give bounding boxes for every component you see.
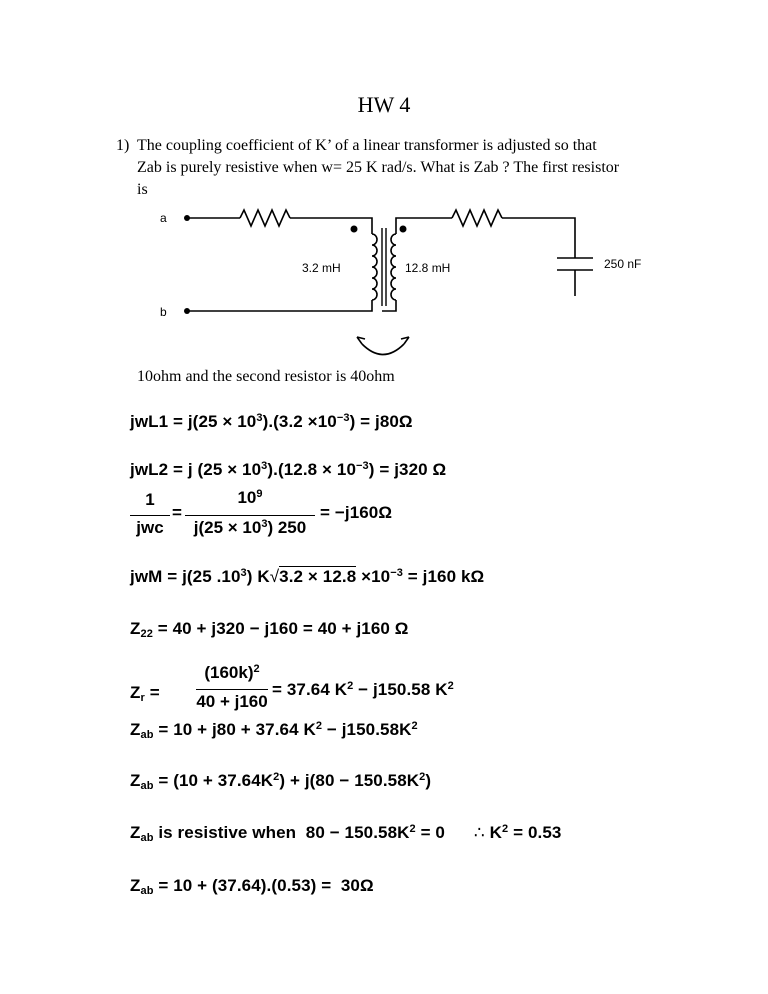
terminal-a-label: a: [160, 211, 167, 225]
problem-text-line-1: The coupling coefficient of K’ of a linear transformer is adjusted so that: [137, 137, 597, 154]
zr-denominator: 40 + j160: [196, 692, 268, 711]
primary-polarity-dot: [351, 226, 358, 233]
equation-zab-sum: $Z_{ab} = 10 + j80 + 37.64$ $K^2 - j150.58K^2$: [130, 720, 418, 741]
primary-wires: [187, 210, 372, 311]
resistor-2: [452, 210, 502, 226]
fraction-one-denominator: jwc: [136, 518, 164, 537]
equation-zab-grouped: $Z_{ab} = (10 + 37.64K^2) + j(80 - 150.58K^2)$: [130, 771, 432, 792]
fraction-one-numerator: 1: [145, 490, 155, 509]
equation-jwl1: $jwL1 = j(25 \times 10^3).(3.2 \times 10^{-3}) = j80\Omega$: [130, 412, 413, 431]
secondary-coil: [391, 234, 396, 300]
equation-zab-final: $Z_{ab} = 10 + (37.64).(0.53) = 30\Omega$: [130, 876, 374, 897]
page-title: HW 4: [357, 92, 411, 117]
circuit-diagram: [0, 200, 768, 380]
capacitor-label: 250 nF: [604, 257, 642, 271]
equation-jwl2: jwL2 = j $(25 \times 10^3).(12.8 \times 10^{-3}) = j320$ Ω: [130, 460, 447, 479]
fraction-capacitor-numerator: $10^9$: [237, 488, 263, 507]
fraction-capacitor-denominator: $j(25 \times 10^3)$ 250: [193, 518, 307, 537]
transformer-core: [382, 228, 386, 306]
zr-result: = 37.64 $K^2 - j150.58$ $K^2$: [272, 680, 454, 699]
equation-jwm: jwM = j(25 $.10^3$) $K√3.2 \times 12.8 \times 10^{-3} = j160$ kΩ: [130, 567, 485, 586]
secondary-polarity-dot: [400, 226, 407, 233]
problem-number: 1): [116, 137, 130, 154]
equation-resistive-condition: $Z_{ab}$ is resistive when $80 - 150.58K^2 = 0$ ∴ $K^2 = 0.53$: [130, 823, 562, 844]
problem-text-line-3: is: [137, 181, 148, 198]
equation-zr-lhs: $Z_r$ =: [130, 683, 160, 704]
equals-sign: =: [172, 503, 183, 522]
inductor-l1-label: 3.2 mH: [302, 261, 341, 275]
resistor-1: [240, 210, 290, 226]
fraction-bar: [196, 689, 268, 690]
zr-numerator: $(160k)^2$: [204, 663, 260, 682]
equation-z22: $Z_{22} = 40 + j320 - j160 = 40 + j160$ Ω: [130, 619, 409, 640]
rotation-arrow-icon: [357, 337, 409, 355]
inductor-l2-label: 12.8 mH: [405, 261, 451, 275]
fraction-bar: [130, 515, 170, 516]
capacitor-impedance-result: = −j160Ω: [320, 503, 393, 522]
problem-text-line-2: Zab is purely resistive when w= 25 K rad/s. What is Zab ? The first resistor: [137, 159, 620, 176]
problem-text-line-4: 10ohm and the second resistor is 40ohm: [137, 368, 395, 385]
primary-coil: [372, 234, 377, 300]
terminal-b-label: b: [160, 305, 167, 319]
fraction-bar: [185, 515, 315, 516]
